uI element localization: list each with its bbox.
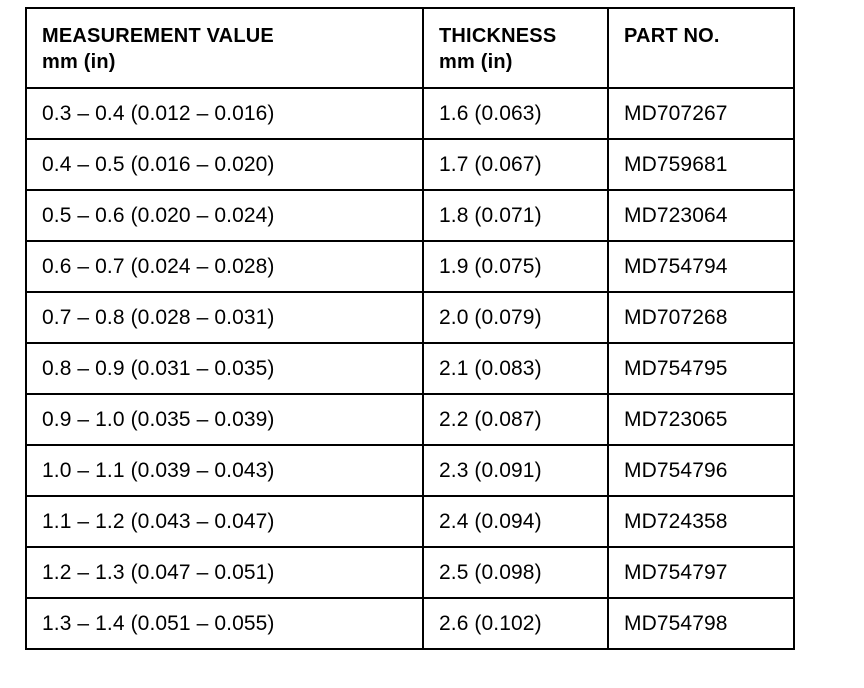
measurement-value-cell: 0.3 – 0.4 (0.012 – 0.016)	[26, 88, 423, 139]
table-row	[26, 139, 794, 190]
measurement-value-cell: 1.2 – 1.3 (0.047 – 0.051)	[26, 547, 423, 598]
table-body	[26, 88, 794, 649]
thickness-cell: 1.7 (0.067)	[423, 139, 608, 190]
header-unit: mm (in)	[439, 51, 513, 73]
header-label: MEASUREMENT VALUE	[42, 25, 274, 47]
table-row	[26, 394, 794, 445]
measurement-value-cell: 0.6 – 0.7 (0.024 – 0.028)	[26, 241, 423, 292]
part-number-cell: MD754795	[608, 343, 794, 394]
part-number-cell: MD754797	[608, 547, 794, 598]
part-number-cell: MD754794	[608, 241, 794, 292]
spacer-selection-table	[25, 7, 795, 650]
part-number-cell: MD707268	[608, 292, 794, 343]
thickness-cell: 2.2 (0.087)	[423, 394, 608, 445]
part-number-cell: MD723065	[608, 394, 794, 445]
header-measurement-value	[26, 8, 423, 88]
thickness-cell: 2.0 (0.079)	[423, 292, 608, 343]
measurement-value-cell: 0.7 – 0.8 (0.028 – 0.031)	[26, 292, 423, 343]
table-row	[26, 241, 794, 292]
thickness-cell: 2.4 (0.094)	[423, 496, 608, 547]
header-thickness	[423, 8, 608, 88]
thickness-cell: 2.5 (0.098)	[423, 547, 608, 598]
table-header	[26, 8, 794, 88]
table-row	[26, 88, 794, 139]
header-label: PART NO.	[624, 25, 720, 47]
table-row	[26, 343, 794, 394]
thickness-cell: 2.3 (0.091)	[423, 445, 608, 496]
header-part-no	[608, 8, 794, 88]
thickness-cell: 1.8 (0.071)	[423, 190, 608, 241]
thickness-cell: 2.1 (0.083)	[423, 343, 608, 394]
thickness-cell: 1.6 (0.063)	[423, 88, 608, 139]
header-unit: mm (in)	[42, 51, 116, 73]
part-number-cell: MD754796	[608, 445, 794, 496]
table-row	[26, 190, 794, 241]
part-number-cell: MD707267	[608, 88, 794, 139]
header-row	[26, 8, 794, 88]
table-row	[26, 292, 794, 343]
measurement-value-cell: 0.5 – 0.6 (0.020 – 0.024)	[26, 190, 423, 241]
header-label: THICKNESS	[439, 25, 557, 47]
part-number-cell: MD723064	[608, 190, 794, 241]
measurement-value-cell: 1.1 – 1.2 (0.043 – 0.047)	[26, 496, 423, 547]
table-row	[26, 547, 794, 598]
table-row	[26, 445, 794, 496]
part-number-cell: MD759681	[608, 139, 794, 190]
table-row	[26, 598, 794, 649]
measurement-value-cell: 1.0 – 1.1 (0.039 – 0.043)	[26, 445, 423, 496]
thickness-cell: 2.6 (0.102)	[423, 598, 608, 649]
thickness-cell: 1.9 (0.075)	[423, 241, 608, 292]
part-number-cell: MD724358	[608, 496, 794, 547]
part-number-cell: MD754798	[608, 598, 794, 649]
measurement-value-cell: 0.8 – 0.9 (0.031 – 0.035)	[26, 343, 423, 394]
measurement-value-cell: 0.4 – 0.5 (0.016 – 0.020)	[26, 139, 423, 190]
table-row	[26, 496, 794, 547]
measurement-value-cell: 0.9 – 1.0 (0.035 – 0.039)	[26, 394, 423, 445]
measurement-value-cell: 1.3 – 1.4 (0.051 – 0.055)	[26, 598, 423, 649]
